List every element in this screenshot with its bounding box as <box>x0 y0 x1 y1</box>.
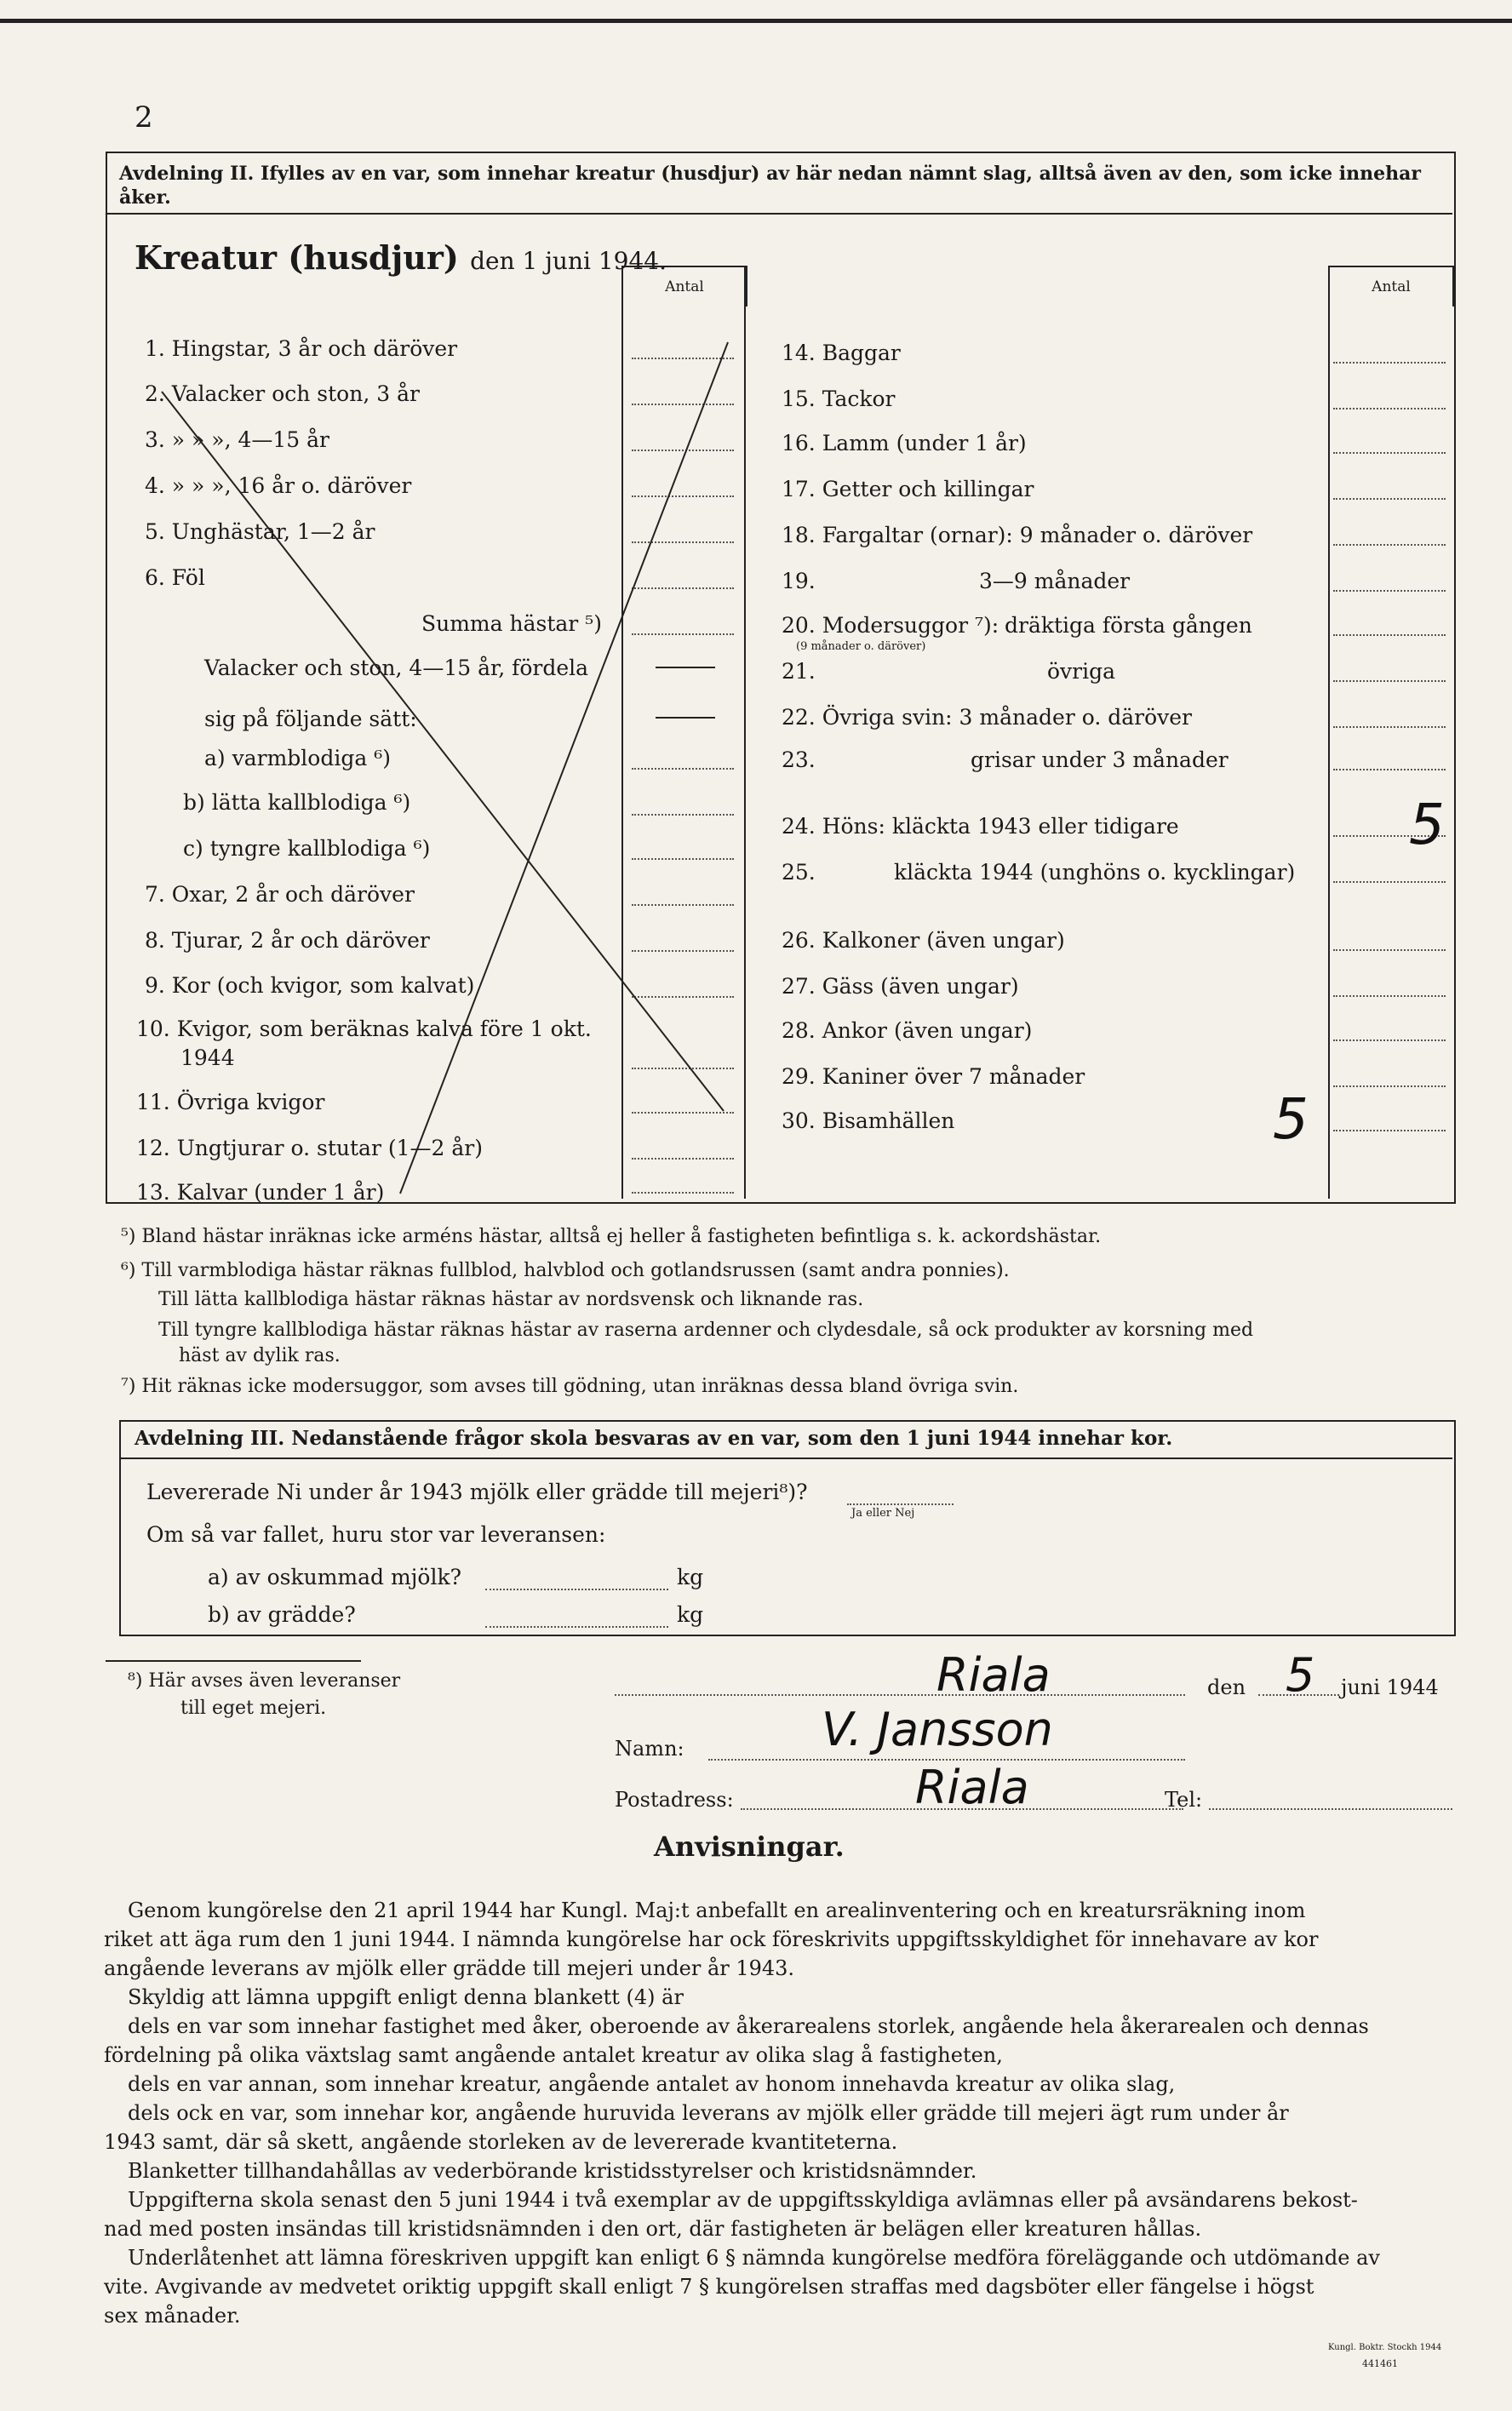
anvisning-line: Underlåtenhet att lämna föreskriven uppgift kan enligt 6 § nämnda kungörelse medföra föreläggande och utdömande av <box>128 2246 1380 2270</box>
list-item: kläckta 1944 (unghöns o. kycklingar) <box>894 860 1296 885</box>
kreatur-title-main: Kreatur (husdjur) <box>135 238 459 277</box>
anvisning-line: vite. Avgivande av medvetet oriktig uppgift skall enligt 7 § kungörelsen straffas med dagsböter eller fängelse i högst <box>104 2275 1314 2299</box>
anvisning-line: fördelning på olika växtslag samt angående antalet kreatur av olika slag å fastigheten, <box>104 2043 1003 2067</box>
kreatur-title-date: den 1 juni 1944. <box>470 247 667 275</box>
list-item: 10. Kvigor, som beräknas kalva före 1 okt. <box>136 1017 592 1041</box>
tel-field[interactable] <box>1209 1808 1452 1810</box>
page-number: 2 <box>135 100 153 135</box>
list-item: 2. Valacker och ston, 3 år <box>145 381 420 406</box>
anvisning-line: sex månader. <box>104 2304 241 2328</box>
question-mejeri: Levererade Ni under år 1943 mjölk eller grädde till mejeri⁸)? <box>146 1480 808 1504</box>
anvisning-line: Skyldig att lämna uppgift enligt denna blankett (4) är <box>128 1985 684 2009</box>
list-item: 1944 <box>180 1045 235 1070</box>
note-8-rule <box>106 1660 361 1662</box>
list-item: 25. <box>782 860 816 885</box>
list-item: grisar under 3 månader <box>971 747 1228 772</box>
antal-header-right: Antal <box>1328 266 1454 306</box>
list-item: Summa hästar ⁵) <box>421 611 602 636</box>
list-item: 11. Övriga kvigor <box>136 1090 325 1114</box>
list-item: 19. <box>782 569 816 593</box>
list-item: 30. Bisamhällen <box>782 1108 955 1133</box>
den-label: den <box>1207 1675 1246 1699</box>
handwritten-postadress: Riala <box>915 1761 1029 1814</box>
list-item: 3—9 månader <box>979 569 1131 593</box>
footnote-6: ⁶) Till varmblodiga hästar räknas fullblod, halvblod och gotlandsrussen (samt andra ponnies). <box>121 1260 1010 1281</box>
list-item: 3. » » », 4—15 år <box>145 427 329 452</box>
month-year: juni 1944 <box>1341 1675 1439 1699</box>
question-gradde: b) av grädde? <box>208 1602 356 1627</box>
ja-nej-hint: Ja eller Nej <box>851 1507 915 1520</box>
anvisning-line: riket att äga rum den 1 juni 1944. I nämnda kungörelse har ock föreskrivits uppgiftsskyldighet för innehavare av kor <box>104 1927 1319 1951</box>
list-item: c) tyngre kallblodiga ⁶) <box>183 836 431 861</box>
list-item: 4. » » », 16 år o. däröver <box>145 473 412 498</box>
section-3-rule <box>119 1457 1452 1459</box>
footnote-6d: häst av dylik ras. <box>179 1345 341 1366</box>
mjolk-kg-field[interactable] <box>485 1589 668 1590</box>
note-8-line: ⁸) Här avses även leveranser <box>128 1670 401 1692</box>
list-item: 28. Ankor (även ungar) <box>782 1018 1033 1043</box>
list-item: 26. Kalkoner (även ungar) <box>782 928 1065 953</box>
list-item: 12. Ungtjurar o. stutar (1—2 år) <box>136 1136 483 1160</box>
footnote-7: ⁷) Hit räknas icke modersuggor, som avses till gödning, utan inräknas dessa bland övriga svin. <box>121 1376 1019 1397</box>
namn-label: Namn: <box>615 1737 684 1761</box>
handwritten-name: V. Jansson <box>822 1703 1053 1756</box>
handwritten-day: 5 <box>1286 1648 1315 1702</box>
unit-kg: kg <box>677 1565 704 1589</box>
footnote-6b: Till lätta kallblodiga hästar räknas hästar av nordsvensk och liknande ras. <box>158 1289 864 1310</box>
question-leverans: Om så var fallet, huru stor var leveransen: <box>146 1522 606 1547</box>
list-item: 29. Kaniner över 7 månader <box>782 1064 1085 1089</box>
list-item: b) lätta kallblodiga ⁶) <box>183 790 411 815</box>
list-item: a) varmblodiga ⁶) <box>204 746 391 770</box>
list-item: 13. Kalvar (under 1 år) <box>136 1180 385 1205</box>
list-item: 16. Lamm (under 1 år) <box>782 431 1027 455</box>
footnote-5: ⁵) Bland hästar inräknas icke arméns hästar, alltså ej heller å fastigheten befintliga s. k. ackordshästar. <box>121 1226 1102 1247</box>
anvisning-line: dels en var som innehar fastighet med åker, oberoende av åkerarealens storlek, angående hela åkerarealen och dennas <box>128 2014 1369 2038</box>
section-2-header: Avdelning II. Ifylles av en var, som innehar kreatur (husdjur) av här nedan nämnt slag, alltså även av den, som icke innehar åker. <box>119 163 1421 209</box>
ja-nej-field[interactable] <box>847 1503 954 1505</box>
list-item: 24. Höns: kläckta 1943 eller tidigare <box>782 814 1179 839</box>
list-item: sig på följande sätt: <box>204 707 417 731</box>
note-8-line: till eget mejeri. <box>180 1698 327 1719</box>
place-field[interactable] <box>615 1694 1185 1696</box>
footnote-6c: Till tyngre kallblodiga hästar räknas hästar av raserna ardenner och clydesdale, så ock produkter av korsning med <box>158 1320 1254 1341</box>
handwritten-hens-count: 5 <box>1409 792 1445 857</box>
unit-kg: kg <box>677 1602 704 1627</box>
anvisning-line: Blanketter tillhandahållas av vederbörande kristidsstyrelser och kristidsnämnder. <box>128 2159 977 2183</box>
handwritten-place: Riala <box>936 1648 1051 1702</box>
antal-header-left: Antal <box>621 266 747 306</box>
anvisning-line: angående leverans av mjölk eller grädde till mejeri under år 1943. <box>104 1956 795 1980</box>
list-item: 17. Getter och killingar <box>782 477 1034 501</box>
list-item: 1. Hingstar, 3 år och däröver <box>145 336 458 361</box>
list-item: 6. Föl <box>145 565 205 590</box>
list-item: 20. Modersuggor ⁷): <box>782 613 999 638</box>
gradde-kg-field[interactable] <box>485 1626 668 1628</box>
list-item: 22. Övriga svin: 3 månader o. däröver <box>782 705 1192 730</box>
list-item: 18. Fargaltar (ornar): 9 månader o. däröver <box>782 523 1253 547</box>
list-item: dräktiga första gången <box>1005 613 1252 638</box>
anvisningar-title: Anvisningar. <box>654 1830 845 1863</box>
list-item: 27. Gäss (även ungar) <box>782 974 1019 999</box>
postadress-label: Postadress: <box>615 1788 734 1812</box>
list-item: 15. Tackor <box>782 387 896 411</box>
tel-label: Tel: <box>1165 1788 1203 1812</box>
anvisning-line: Uppgifterna skola senast den 5 juni 1944 i två exemplar av de uppgiftsskyldiga avlämnas eller på avsändarens bekost- <box>128 2188 1358 2212</box>
list-item: 7. Oxar, 2 år och däröver <box>145 882 415 907</box>
section-3-header: Avdelning III. Nedanstående frågor skola besvaras av en var, som den 1 juni 1944 innehar kor. <box>135 1427 1173 1450</box>
anvisning-line: dels en var annan, som innehar kreatur, angående antalet av honom innehavda kreatur av olika slag, <box>128 2072 1176 2096</box>
list-item: 5. Unghästar, 1—2 år <box>145 519 375 544</box>
anvisning-line: Genom kungörelse den 21 april 1944 har Kungl. Maj:t anbefallt en arealinventering och en kreatursräkning inom <box>128 1898 1306 1922</box>
anvisning-line: nad med posten insändas till kristidsnämnden i den ort, där fastigheten är belägen eller kreaturen hållas. <box>104 2217 1202 2241</box>
list-item: 14. Baggar <box>782 341 901 365</box>
anvisning-line: 1943 samt, där så skett, angående storleken av de levererade kvantiteterna. <box>104 2130 898 2154</box>
list-item: 21. <box>782 659 816 684</box>
handwritten-bisam-count: 5 <box>1273 1086 1309 1152</box>
list-item-note: (9 månader o. däröver) <box>796 640 926 653</box>
printer-imprint: Kungl. Boktr. Stockh 1944 <box>1328 2343 1442 2352</box>
list-item: Valacker och ston, 4—15 år, fördela <box>204 656 589 680</box>
list-item: 8. Tjurar, 2 år och däröver <box>145 928 430 953</box>
list-item: övriga <box>1047 659 1116 684</box>
list-item: 9. Kor (och kvigor, som kalvat) <box>145 973 475 998</box>
question-mjolk: a) av oskummad mjölk? <box>208 1565 462 1589</box>
list-item: 23. <box>782 747 816 772</box>
printer-number: 441461 <box>1362 2358 1398 2369</box>
anvisning-line: dels ock en var, som innehar kor, angående huruvida leverans av mjölk eller grädde till mejeri ägt rum under år <box>128 2101 1289 2125</box>
